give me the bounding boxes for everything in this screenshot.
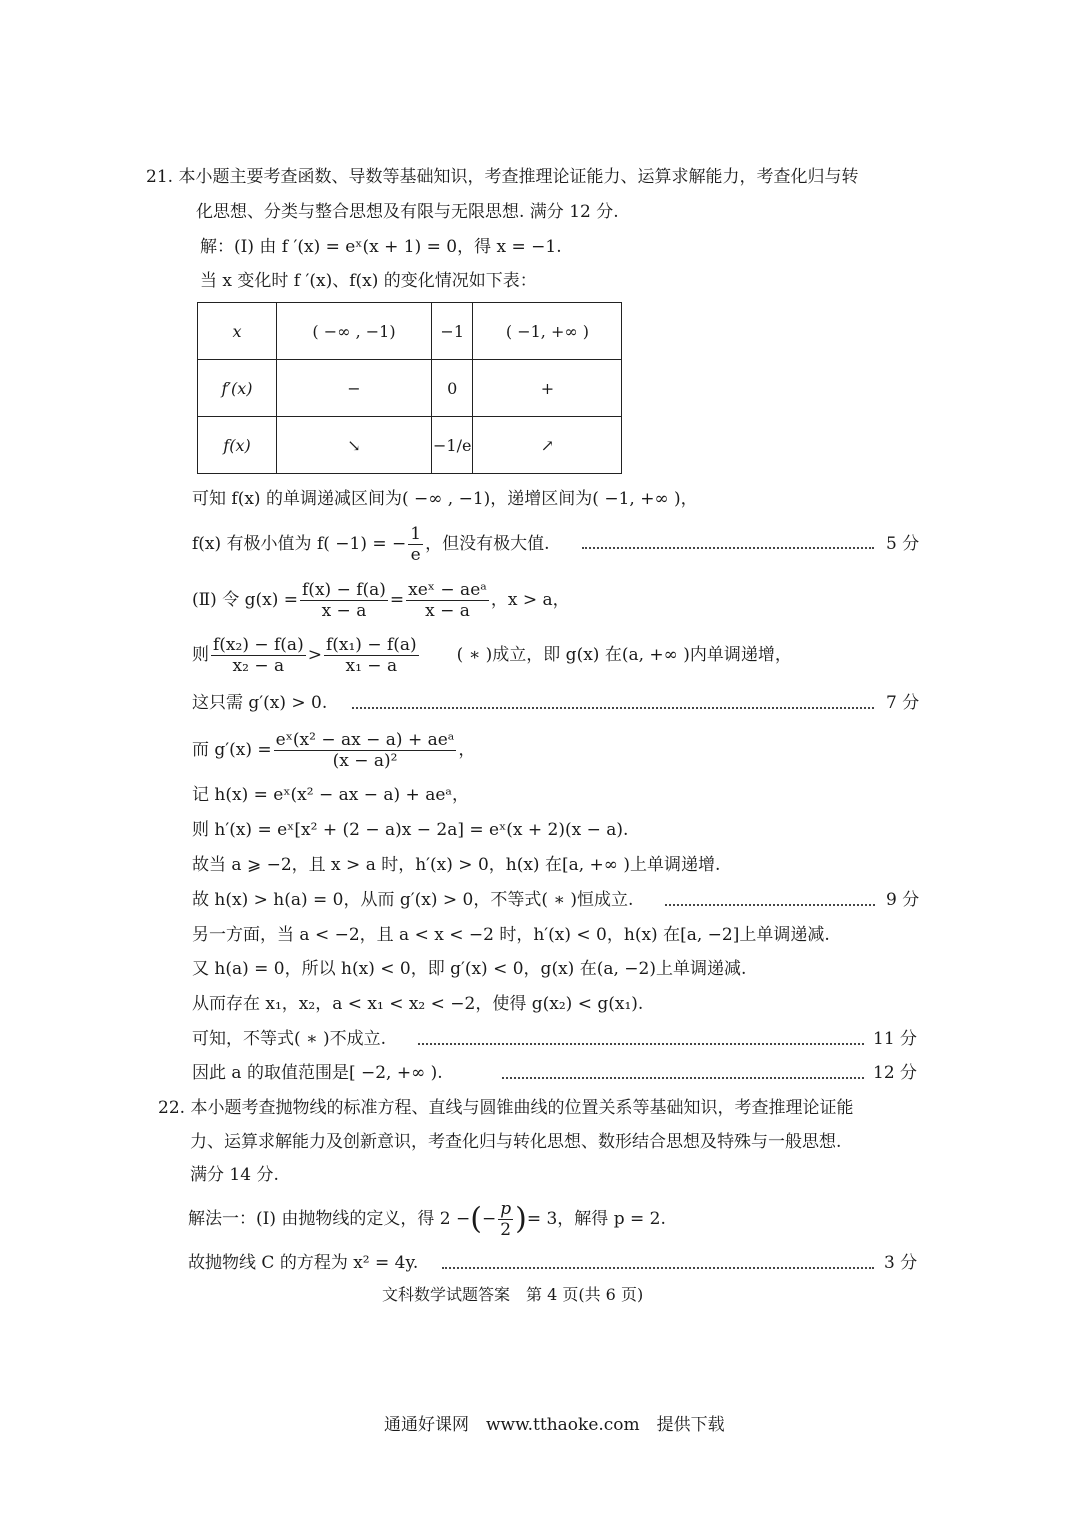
leader-dots [442, 1267, 874, 1269]
fraction-x1 [324, 635, 419, 676]
fraction-denominator: (x − a)² [332, 751, 398, 771]
q21-extremum-text-b: ，但没有极大值. [425, 534, 550, 554]
q21-inequality-text-b: ( ∗ )成立，即 g(x) 在(a, +∞ )内单调递增， [456, 645, 792, 665]
q21-case2d: 可知，不等式( ∗ )不成立. [192, 1029, 387, 1049]
q21-h-def: 记 h(x) = eˣ(x² − ax − a) + aeᵃ， [192, 785, 469, 805]
q21-need-line: 这只需 g′(x) > 0. [192, 693, 328, 713]
q21-part2-text-b: ，x > a， [490, 590, 570, 610]
score-7: 7 分 [886, 693, 920, 713]
score-3: 3 分 [884, 1253, 918, 1273]
table-cell: ( −∞ , −1) [277, 303, 432, 360]
fraction-denominator: x − a [321, 601, 367, 621]
table-row [198, 360, 622, 417]
download-source: 通通好课网 www.tthaoke.com 提供下载 [384, 1415, 725, 1435]
fraction-denominator: 2 [500, 1220, 512, 1240]
fraction-gx-2 [406, 580, 489, 621]
fraction-numerator: f(x) − f(a) [302, 580, 386, 600]
fraction-numerator: xeˣ − aeᵃ [408, 580, 487, 600]
q21-extremum-line [192, 524, 550, 564]
q21-case1b: 故 h(x) > h(a) = 0，从而 g′(x) > 0，不等式( ∗ )恒成立. [192, 890, 634, 910]
variation-table [197, 302, 622, 474]
q21-case2c: 从而存在 x₁，x₂，a < x₁ < x₂ < −2，使得 g(x₂) < g(x₁). [192, 994, 644, 1014]
q22-intro-line3: 满分 14 分. [190, 1165, 279, 1185]
table-row [198, 417, 622, 474]
q21-part2-text-a: (Ⅱ) 令 g(x) = [192, 590, 299, 610]
fraction-gprime [274, 730, 457, 771]
table-cell: + [473, 360, 622, 417]
q21-gprime-line: 而 g′(x) = $\frac{\text{eˣ(x² − ax − a) + aeᵃ}}{\text{(x − a)²}}$ ， [192, 730, 476, 771]
q21-intro-line1: 21. 本小题主要考查函数、导数等基础知识，考查推理论证能力、运算求解能力，考查化归与转 [146, 167, 859, 187]
q21-solution-line2: 当 x 变化时 f ′(x)、f(x) 的变化情况如下表： [200, 271, 537, 291]
q21-part2-line: (Ⅱ) 令 g(x) = $\frac{f(x) - f(a)}{x - a}$ = $\frac{\text{xeˣ − aeᵃ}}{x - a}$ ，x > a， [192, 580, 570, 621]
fraction-denominator: x₁ − a [345, 656, 398, 676]
score-12: 12 分 [873, 1063, 918, 1083]
table-cell: f′(x) [198, 360, 277, 417]
q21-extremum-text-a: f(x) 有极小值为 f( −1) = − [192, 534, 407, 554]
fraction-p-over-2 [498, 1199, 513, 1240]
min-value-cell: −1/e [432, 417, 473, 474]
fraction-gx-1 [300, 580, 388, 621]
fraction-denominator: x − a [425, 601, 470, 621]
leader-dots [502, 1077, 864, 1079]
q21-case1: 故当 a ⩾ −2，且 x > a 时，h′(x) > 0，h(x) 在[a, +∞ )上单调递增. [192, 855, 721, 875]
score-11: 11 分 [873, 1029, 918, 1049]
table-cell: − [277, 360, 432, 417]
page-footer: 文科数学试题答案 第 4 页(共 6 页) [382, 1285, 644, 1304]
q21-case2b: 又 h(a) = 0，所以 h(x) < 0，即 g′(x) < 0，g(x) 在(a, −2)上单调递减. [192, 959, 747, 979]
fraction-numerator: f(x₁) − f(a) [325, 635, 417, 655]
decreasing-arrow: ↘ [277, 417, 432, 474]
table-cell: ( −1, +∞ ) [473, 303, 622, 360]
q21-h-deriv: 则 h′(x) = eˣ[x² + (2 − a)x − 2a] = eˣ(x + 2)(x − a). [192, 820, 629, 840]
score-5: 5 分 [886, 534, 920, 554]
leader-dots [665, 904, 875, 906]
table-row [198, 303, 622, 360]
q21-solution-line1: 解：(Ⅰ) 由 f ′(x) = eˣ(x + 1) = 0，得 x = −1. [200, 237, 562, 257]
q22-intro-line1: 22. 本小题考查抛物线的标准方程、直线与圆锥曲线的位置关系等基础知识，考查推理论证能 [158, 1098, 854, 1118]
q21-gprime-text: 而 g′(x) = [192, 740, 272, 760]
fraction-one-over-e: $\frac{1}{e}$ [410, 524, 422, 565]
table-cell: −1 [432, 303, 473, 360]
q21-final: 因此 a 的取值范围是[ −2, +∞ ). [192, 1063, 443, 1083]
leader-dots [352, 707, 874, 709]
table-cell: x [198, 303, 277, 360]
q22-solution-text-a: 解法一：(Ⅰ) 由抛物线的定义，得 2 − [188, 1209, 471, 1229]
q21-intro-line2: 化思想、分类与整合思想及有限与无限思想. 满分 12 分. [196, 202, 619, 222]
table-cell: 0 [432, 360, 473, 417]
q22-solution-line: 解法一：(Ⅰ) 由抛物线的定义，得 2 −(− $\frac{p}{2}$ )= 3，解得 p = 2. [188, 1199, 666, 1240]
q21-inequality-text-a: 则 [192, 645, 209, 665]
increasing-arrow: ↗ [473, 417, 622, 474]
q21-case2: 另一方面，当 a < −2，且 a < x < −2 时，h′(x) < 0，h(x) 在[a, −2]上单调递减. [192, 925, 830, 945]
q21-conclusion-line1: 可知 f(x) 的单调递减区间为( −∞ , −1)，递增区间为( −1, +∞ )， [192, 489, 698, 509]
q21-inequality-line: 则 $\frac{\text{f(x₂) − f(a)}}{\text{x₂ − a}}$ > $\frac{\text{f(x₁) − f(a)}}{\text{x₁ − a}}$ ( ∗ )成立，即 g(x) 在(a, +∞ )内单调递增， [192, 635, 792, 676]
fraction-numerator: eˣ(x² − ax − a) + aeᵃ [275, 730, 455, 750]
fraction-numerator: p [500, 1199, 512, 1219]
q22-equation: 故抛物线 C 的方程为 x² = 4y. [188, 1253, 419, 1273]
leader-dots [418, 1043, 864, 1045]
q22-intro-line2: 力、运算求解能力及创新意识，考查化归与转化思想、数形结合思想及特殊与一般思想. [190, 1132, 842, 1152]
table-cell: f(x) [198, 417, 277, 474]
fraction-denominator: x₂ − a [232, 656, 285, 676]
q22-solution-text-b: = 3，解得 p = 2. [526, 1209, 666, 1229]
score-9: 9 分 [886, 890, 920, 910]
fraction-x2 [211, 635, 306, 676]
leader-dots [582, 547, 874, 549]
fraction-numerator: f(x₂) − f(a) [213, 635, 304, 655]
